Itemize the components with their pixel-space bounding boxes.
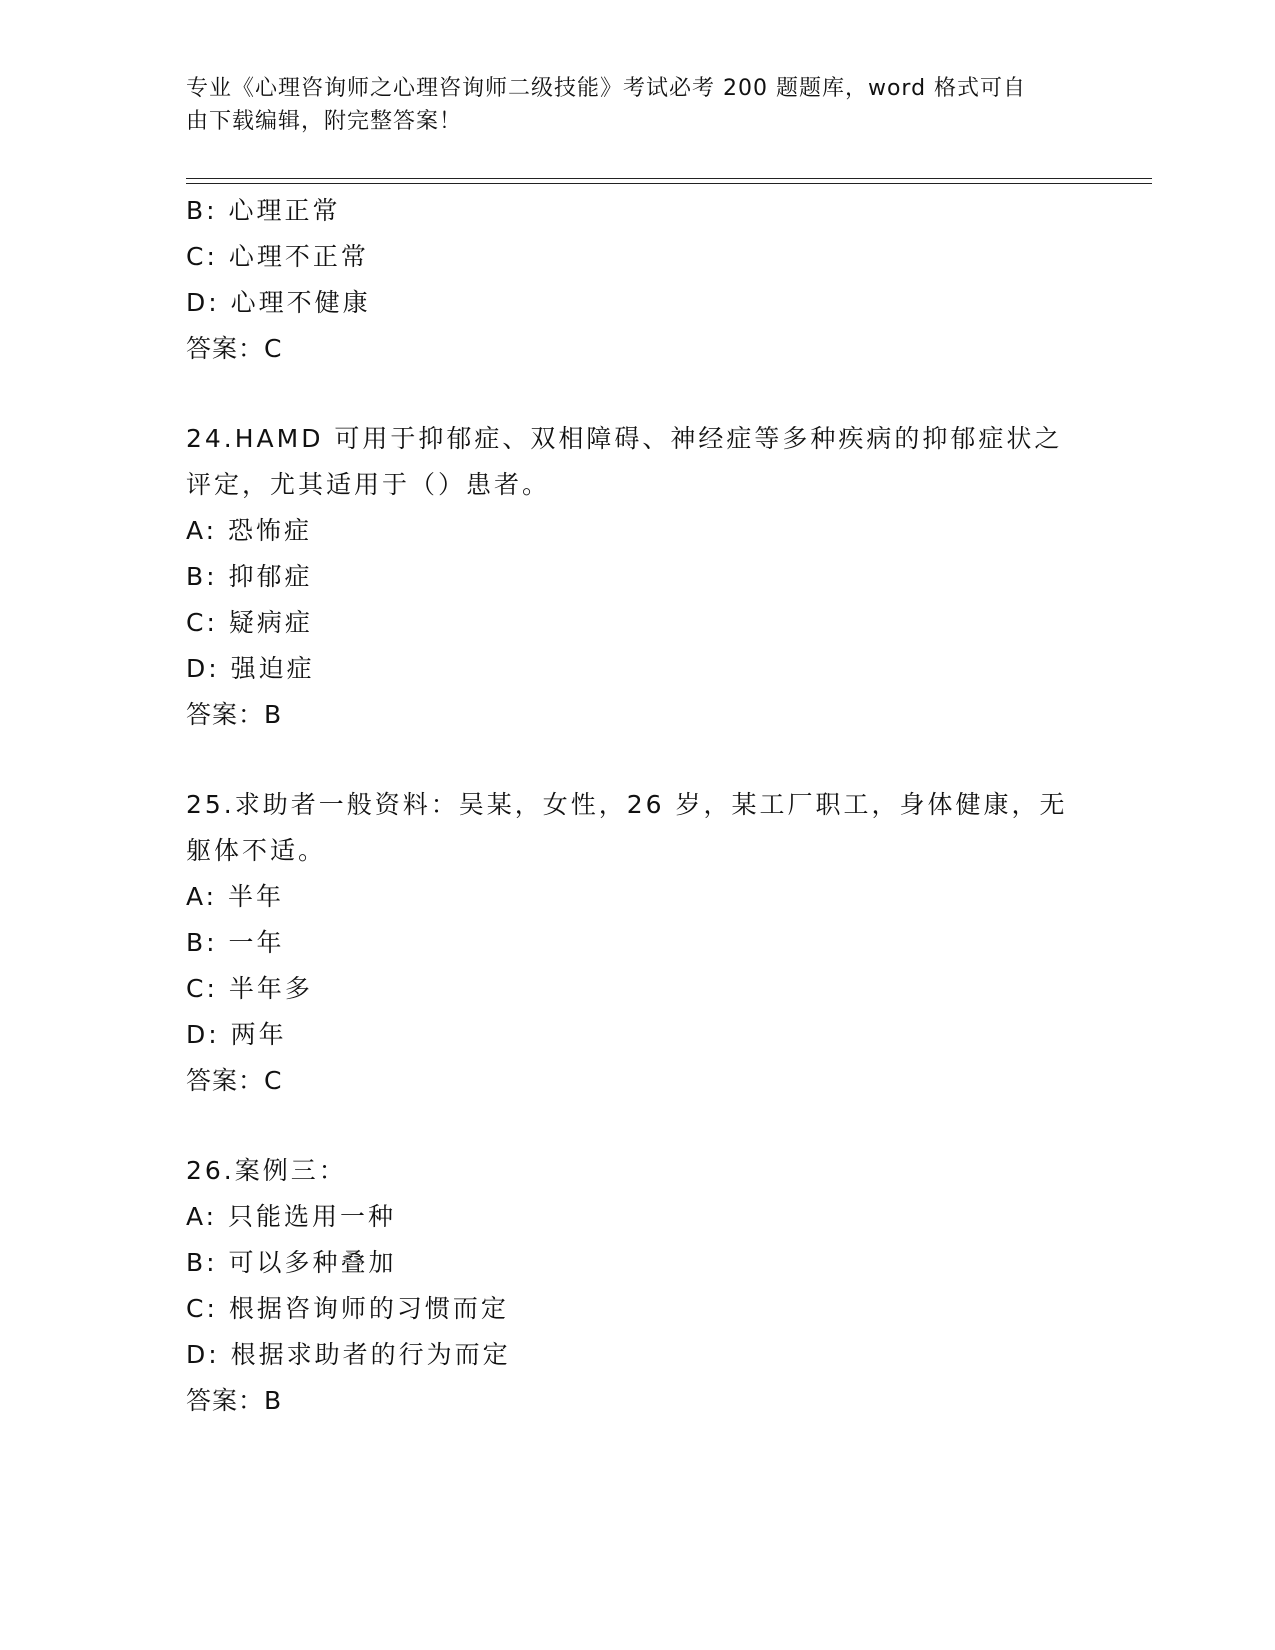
option-c: C: 心理不正常 [186, 242, 369, 271]
option-c: C: 疑病症 [186, 608, 313, 637]
header-divider-top [186, 178, 1152, 179]
option-b: B: 心理正常 [186, 196, 341, 225]
option-a: A: 只能选用一种 [186, 1202, 397, 1231]
document-header [186, 72, 1076, 138]
option-a: A: 半年 [186, 882, 285, 911]
answer: 答案：C [186, 1066, 283, 1095]
answer: 答案：B [186, 700, 283, 729]
option-b: B: 一年 [186, 928, 285, 957]
header-divider-bottom [186, 183, 1152, 184]
header-line-2: 由下载编辑，附完整答案！ [186, 109, 463, 134]
question-text: 24.HAMD 可用于抑郁症、双相障碍、神经症等多种疾病的抑郁症状之评定，尤其适用于（）患者。 [186, 424, 1063, 499]
option-b: B: 抑郁症 [186, 562, 313, 591]
question-text: 25.求助者一般资料：吴某，女性，26 岁，某工厂职工，身体健康，无躯体不适。 [186, 790, 1068, 865]
question-block-23-continued [186, 188, 1086, 372]
option-d: D: 强迫症 [186, 654, 315, 683]
question-text: 26.案例三： [186, 1156, 347, 1185]
option-a: A: 恐怖症 [186, 516, 313, 545]
question-block-24 [186, 416, 1086, 738]
option-c: C: 半年多 [186, 974, 313, 1003]
answer: 答案：B [186, 1386, 283, 1415]
question-block-26 [186, 1148, 1086, 1424]
header-line-1: 专业《心理咨询师之心理咨询师二级技能》考试必考 200 题题库，word 格式可自 [186, 76, 1027, 101]
question-block-25 [186, 782, 1086, 1104]
option-d: D: 根据求助者的行为而定 [186, 1340, 511, 1369]
answer: 答案：C [186, 334, 283, 363]
option-b: B: 可以多种叠加 [186, 1248, 397, 1277]
question-list [186, 188, 1086, 1468]
option-d: D: 心理不健康 [186, 288, 371, 317]
option-d: D: 两年 [186, 1020, 287, 1049]
option-c: C: 根据咨询师的习惯而定 [186, 1294, 509, 1323]
